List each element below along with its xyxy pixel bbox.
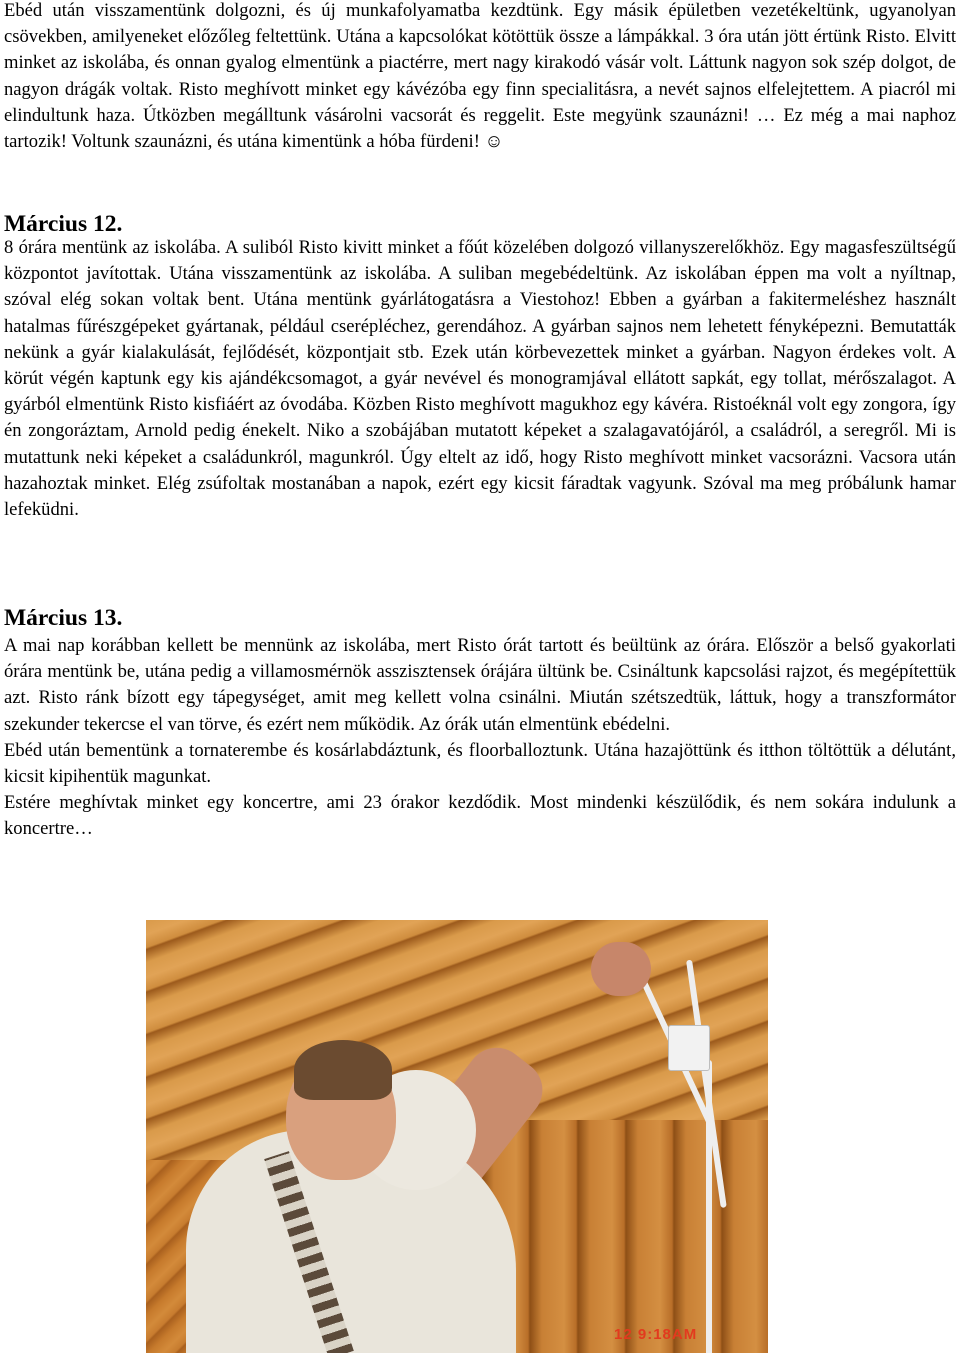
paragraph-march-13-evening: Estére meghívtak minket egy koncertre, ami 23 órakor kezdődik. Most mindenki készülődik, és nem sokára indulunk a koncertre… — [4, 792, 956, 840]
person-hair — [294, 1040, 392, 1100]
paragraph-intro: Ebéd után visszamentünk dolgozni, és új munkafolyamatba kezdtünk. Egy másik épületben vezetékeltünk, ugyanolyan csövekben, amilyeneket előzőleg feltettünk. Utána a kapcsolókat kötöttük össze a lámpákkal. 3 óra után jött értünk Risto. Elvitt minket az iskolába, és onnan gyalog elmentünk a piactérre, mert nagy kirakodó vásár volt. Láttunk nagyon sok szép dolgot, de nagyon drágák voltak. Risto meghívott minket egy kávézóba egy finn specialitásra, a nevét sajnos elfelejtettem. A piacról mi elindultunk haza. Útközben megálltunk vásárolni vacsorát és reggelit. Este megyünk szaunázni! … Ez még a mai naphoz tartozik! Voltunk szaunázni, és utána kimentünk a hóba fürdeni! ☺ — [4, 0, 956, 153]
paragraph-march-13-afternoon: Ebéd után bementünk a tornaterembe és kosárlabdáztunk, és floorballoztunk. Utána hazajöttünk és itthon töltöttük a délutánt, kicsit kipihentük magunkat. — [4, 739, 956, 788]
section-march-13 — [4, 633, 956, 843]
paragraph-march-13-morning: A mai nap korábban kellett be mennünk az iskolába, mert Risto órát tartott és beültünk az órára. Először a belső gyakorlati órára mentünk be, utána pedig a villamosmérnök asszisztensek órájára ültünk be. Csináltunk kapcsolási rajzot, és megépítettük azt. Risto ránk bízott egy tápegységet, amit meg kellett volna csinálni. Miután szétszedtük, láttuk, hogy a transzformátor szekunder tekercse el van törve, és ezért nem működik. Az órák után elmentünk ebédelni. — [4, 635, 956, 735]
photo-electrician-wiring — [146, 920, 768, 1353]
junction-box — [668, 1025, 710, 1071]
cable — [706, 1060, 712, 1353]
date-heading-march-12: Március 12. — [4, 211, 123, 237]
photo-timestamp: 12 9:18AM — [614, 1326, 698, 1343]
date-heading-march-13: Március 13. — [4, 605, 123, 631]
hand — [591, 942, 651, 996]
paragraph-march-12: 8 órára mentünk az iskolába. A suliból Risto kivitt minket a főút közelében dolgozó villanyszerelőkhöz. Egy magasfeszültségű központot javítottak. Utána visszamentünk az iskolába. A suliban megebédeltünk. Az iskolában éppen ma volt a nyíltnap, szóval elég sokan voltak bent. Utána mentünk gyárlátogatásra a Viestohoz! Ebben a gyárban a fakitermeléshez használt hatalmas fűrészgépeket gyártanak, például cserépléchez, gerendához. A gyárban sajnos nem lehetett fényképezni. Bemutatták nekünk a gyár kialakulását, fejlődését, központjait stb. Ezek után körbevezettek minket a gyárban. Nagyon érdekes volt. A körút végén kaptunk egy kis ajándékcsomagot, a gyár nevével és monogramjával ellátott sapkát, egy tollat, mérőszalagot. A gyárból elmentünk Risto kisfiáért az óvodába. Közben Risto meghívott magukhoz egy kávéra. Ristoéknál volt egy zongora, így én zongoráztam, Arnold pedig énekelt. Niko a szobájában mutatott képeket a szalagavatójáról, a családról, a seregről. Mi is mutattunk neki képeket a családunkról, magunkról. Úgy eltelt az idő, hogy Risto meghívott minket vacsorázni. Vacsora után hazahoztak minket. Elég zsúfoltak mostanában a napok, ezért egy kicsit fáradtak vagyunk. Szóval ma meg próbálunk hamar lefeküdni. — [4, 237, 956, 521]
